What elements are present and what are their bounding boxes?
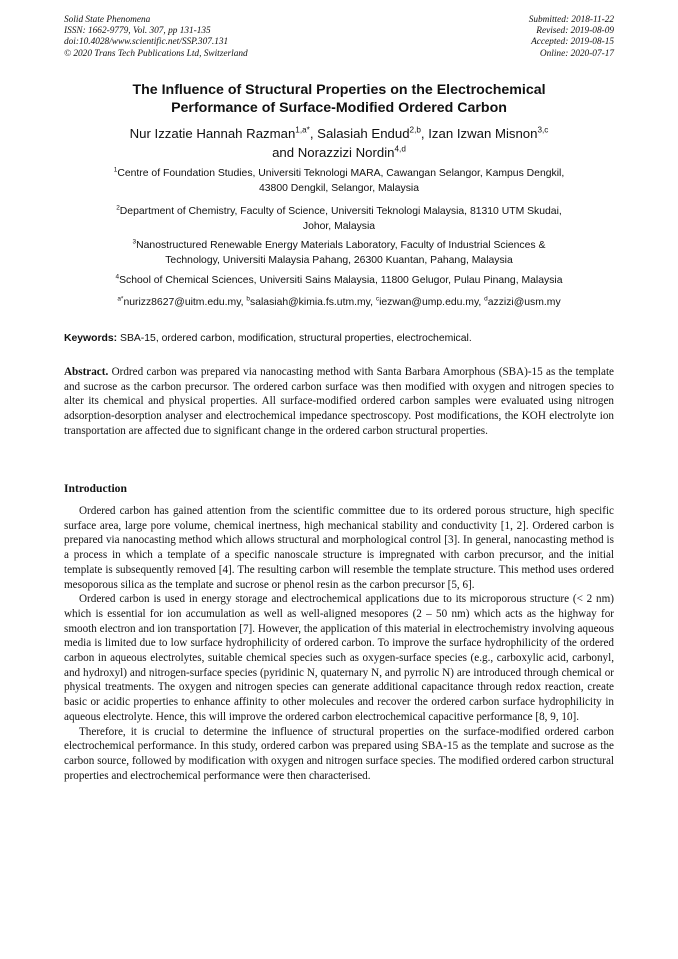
author-name: , Izan Izwan Misnon [420,126,538,141]
email-mark: c [375,295,380,303]
title-line-2: Performance of Surface-Modified Ordered Carbon [171,100,507,116]
affiliation-text: School of Chemical Sciences, Universiti Sains Malaysia, 11800 Gelugor, Pulau Pinang, Malaysia [119,275,563,286]
affiliation-number: 1 [113,166,118,174]
affiliation-number: 4 [115,273,120,281]
title-line-1: The Influence of Structural Properties on the Electrochemical [132,82,546,98]
author-affiliation-mark: 3,c [537,125,549,135]
keywords-text: SBA-15, ordered carbon, modification, structural properties, electrochemical. [117,333,472,344]
affiliation-line [64,205,614,220]
paragraph: Ordered carbon is used in energy storage and electrochemical applications due to its microporous structure (< 2 nm) which is essential for ion accumulation as well as well-aligned mesopores (2 – 50 nm) which acts as the highway for smooth electron and ion transportation [7]. However, the application of this material in electrochemistry involving aqueous media is limited due to low surface hydrophilicity of ordered carbon. To improve the surface hydrophilicity of the ordered carbon in aqueous electrolytes, suitable chemical species such as oxygen-surface species (e.g., carboxylic acid, carbonyl, and hydroxyl) and nitrogen-surface species (pyridinic N, quaternary N, and pyrrolic N) are introduced through chemical or physical treatments. The oxygen and nitrogen species can generate additional capacitance through redox reaction, create basic or acidic properties to enhance affinity to other molecules and recover the ordered carbon surface hydrophilicity in aqueous electrolyte. Hence, this will improve the ordered carbon electrochemical capacitive performance [8, 9, 10]. [64,593,614,723]
abstract-label: Abstract. [64,366,109,378]
online-date: Online: 2020-07-17 [539,48,614,59]
submitted-date: Submitted: 2018-11-22 [528,15,614,25]
author-affiliation-mark: 1,a* [295,125,310,135]
keywords [64,332,614,346]
author-affiliation-mark: 4,d [394,144,406,154]
author-name: Norazzizi Nordin [297,144,395,160]
revised-date: Revised: 2019-08-09 [536,26,614,37]
affiliation-text: Nanostructured Renewable Energy Materials Laboratory, Faculty of Industrial Sciences & [136,240,546,251]
abstract [64,365,614,439]
author-line-1 [64,125,614,144]
affiliation-number: 2 [116,204,120,212]
paragraph: Ordered carbon has gained attention from the scientific committee due to its ordered porous structure, high specific surface area, large pore volume, chemical inertness, high mechanical stability and conductivity [1, 2]. Ordered carbon is prepared via nanocasting method which allows structural and morphological control [3]. In general, nanocasting method is a process in which a template of a specific nanoscale structure is impregnated with carbon precursor, and the initial template is subsequently removed [4]. The resulting carbon will resemble the template structure. This method uses ordered mesoporous silica as the template and sucrose or phenol resin as the carbon precursor [5, 6]. [64,505,614,591]
author-name: , Salasiah Endud [309,126,410,141]
author-affiliation-mark: 2,b [409,125,421,135]
section-heading-introduction: Introduction [64,482,127,495]
email-link[interactable]: salasiah@kimia.fs.utm.my, [250,297,376,308]
email-mark: b [246,295,251,303]
issn: ISSN: 1662-9779, Vol. 307, pp 131-135 [64,26,211,37]
affiliation-line: Technology, Universiti Malaysia Pahang, 26300 Kuantan, Pahang, Malaysia [165,254,513,266]
author-name: Nur Izzatie Hannah Razman [129,126,296,141]
author-line-2 [64,144,614,163]
affiliation-line [64,239,614,254]
affiliation-text: Department of Chemistry, Faculty of Science, Universiti Teknologi Malaysia, 81310 UTM Skudai, [119,206,562,217]
affiliation-line: 43800 Dengkil, Selangor, Malaysia [259,182,419,194]
author-emails [64,296,614,311]
affiliation-3 [64,239,614,268]
email-mark: d [484,295,488,303]
email-link[interactable]: azzizi@usm.my [487,297,561,308]
affiliation-text: Centre of Foundation Studies, Universiti Teknologi MARA, Cawangan Selangor, Kampus Dengkil, [117,168,565,179]
affiliation-1 [64,167,614,196]
introduction-body [64,504,614,783]
affiliation-line [64,167,614,182]
abstract-text: Ordred carbon was prepared via nanocasting method with Santa Barbara Amorphous (SBA)-15 as the template and sucrose as the carbon precursor. The ordered carbon surface was then modified with oxygen and nitrogen species to alter its chemical and physical properties. All surface-modified ordered carbon samples were evaluated using nitrogen adsorption-desorption analyser and electrochemical impedance spectroscopy. Post modifications, the KOH electrolyte ion transportation are affected due to significant change in the ordered carbon structural properties. [64,366,614,437]
copyright: © 2020 Trans Tech Publications Ltd, Switzerland [64,48,248,59]
email-mark: a* [117,295,124,303]
doi: doi:10.4028/www.scientific.net/SSP.307.131 [64,37,229,48]
accepted-date: Accepted: 2019-08-15 [531,37,614,48]
paragraph: Therefore, it is crucial to determine the influence of structural properties on the surface-modified ordered carbon electrochemical performance. In this study, ordered carbon was prepared using SBA-15 as the template and sucrose as the carbon source, followed by modification with oxygen and nitrogen surface species. The modified ordered carbon structural properties and electrochemical performance were then characterised. [64,725,614,782]
affiliation-line: Johor, Malaysia [302,220,376,232]
author-list [64,125,614,162]
affiliation-2 [64,205,614,234]
affiliation-line [64,274,614,289]
publication-dates [529,15,614,60]
affiliation-number: 3 [132,238,137,246]
journal-name: Solid State Phenomena [64,15,151,25]
journal-info [64,15,248,60]
email-link[interactable]: nurizz8627@uitm.edu.my, [123,297,247,308]
email-link[interactable]: iezwan@ump.edu.my, [379,297,485,308]
affiliation-4 [64,274,614,289]
paper-title [64,81,614,117]
keywords-label: Keywords: [64,333,118,344]
author-conjunction: and [272,144,298,160]
